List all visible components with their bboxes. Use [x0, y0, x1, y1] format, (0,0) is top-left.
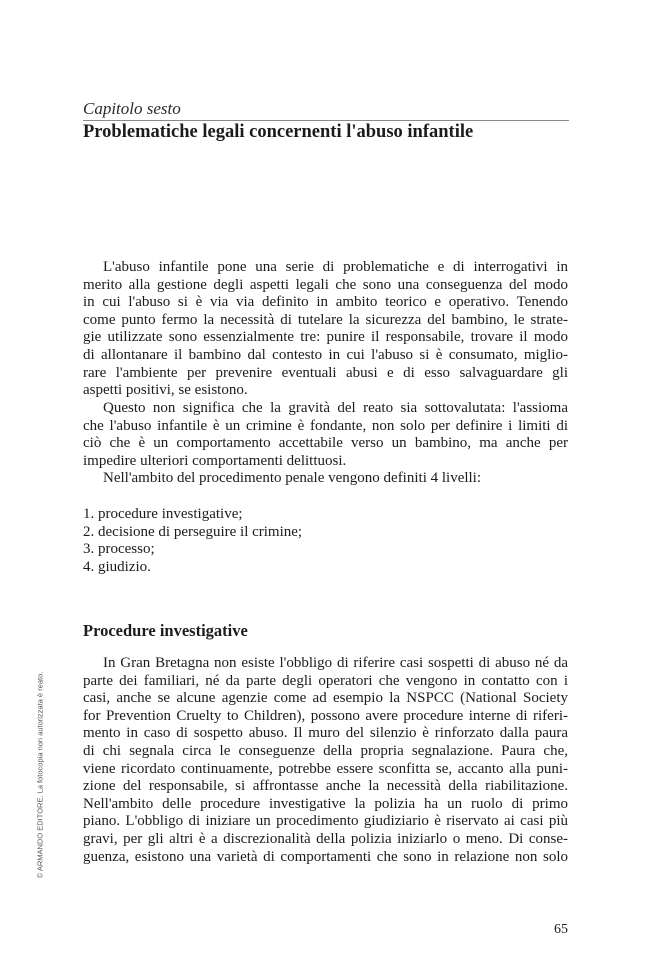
page-number: 65: [554, 922, 568, 937]
text-line: rare l'ambiente per prevenire eventuali abusi e di esso salvaguardare gli: [83, 364, 568, 381]
paragraph-gravity: [83, 400, 568, 470]
text-line: aspetti positivi, se esistono.: [83, 382, 248, 399]
list-item: 2. decisione di perseguire il crimine;: [83, 523, 303, 540]
text-line: Questo non significa che la gravità del reato sia sottovalutata: l'assioma: [103, 400, 568, 416]
text-line: zione del responsabile, si affrontasse anche la necessità della riabilitazione.: [83, 778, 568, 795]
chapter-label: Capitolo sesto: [83, 99, 181, 118]
text-line: Nell'ambito delle procedure investigative la polizia ha un ruolo di primo: [83, 795, 568, 812]
chapter-rule: [83, 120, 569, 121]
text-line: mento in caso di sospetto abuso. Il muro del silenzio è rinforzato dalla paura: [83, 725, 568, 742]
text-line: for Prevention Cruelty to Children), possono avere procedure interne di riferi-: [83, 707, 568, 724]
paragraph-levels: [83, 470, 568, 488]
text-line: gravi, per gli altri è a discrezionalità della polizia iniziarlo o meno. Di conse-: [83, 830, 568, 847]
copyright-notice: © ARMANDO EDITORE. La fotocopia non autorizzata è reato.: [35, 671, 45, 879]
text-line: come punto fermo la necessità di tutelare la sicurezza del bambino, le strate-: [83, 311, 568, 328]
text-line: impedire ulteriori comportamenti delittuosi.: [83, 452, 347, 469]
paragraph-intro: [83, 259, 568, 400]
text-line: in cui l'abuso si è via via definito in ambito teorico e operativo. Tenendo: [83, 294, 568, 311]
section-heading: Procedure investigative: [83, 621, 248, 640]
text-line: che l'abuso infantile è un crimine è fondante, non solo per definire i limiti di: [83, 417, 568, 434]
text-line: viene ricordato continuamente, potrebbe essere sconfitta se, accanto alla puni-: [83, 760, 568, 777]
text-line: di allontanare il bambino dal contesto in cui l'abuso si è consumato, miglio-: [83, 346, 568, 363]
text-line: guenza, esistono una varietà di comportamenti che sono in relazione non solo: [83, 848, 568, 865]
text-line: ciò che è un comportamento accettabile verso un bambino, ma anche per: [83, 435, 568, 452]
text-line: In Gran Bretagna non esiste l'obbligo di riferire casi sospetti di abuso né da: [103, 655, 568, 671]
list-item: 4. giudizio.: [83, 558, 151, 575]
chapter-title: Problematiche legali concernenti l'abuso infantile: [83, 122, 474, 142]
text-line: piano. L'obbligo di iniziare un procedimento giudiziario è riservato ai casi più: [83, 813, 568, 830]
text-line: Nell'ambito del procedimento penale vengono definiti 4 livelli:: [103, 470, 482, 486]
text-line: parte dei familiari, né da parte degli operatori che vengono in contatto con i: [83, 672, 568, 689]
text-line: gie utilizzate sono essenzialmente tre: punire il responsabile, trovare il modo: [83, 329, 568, 346]
paragraph-investigative: [83, 655, 568, 866]
text-line: L'abuso infantile pone una serie di problematiche e di interrogativi in: [103, 259, 568, 275]
text-line: casi, anche se alcune agenzie come ad esempio la NSPCC (National Society: [83, 690, 568, 707]
levels-list: [83, 506, 568, 576]
text-line: di chi segnala circa le conseguenze della propria segnalazione. Paura che,: [83, 742, 568, 759]
list-item: 1. procedure investigative;: [83, 506, 243, 522]
text-line: merito alla gestione degli aspetti legali che sono una conseguenza del modo: [83, 276, 568, 293]
list-item: 3. processo;: [83, 541, 155, 558]
